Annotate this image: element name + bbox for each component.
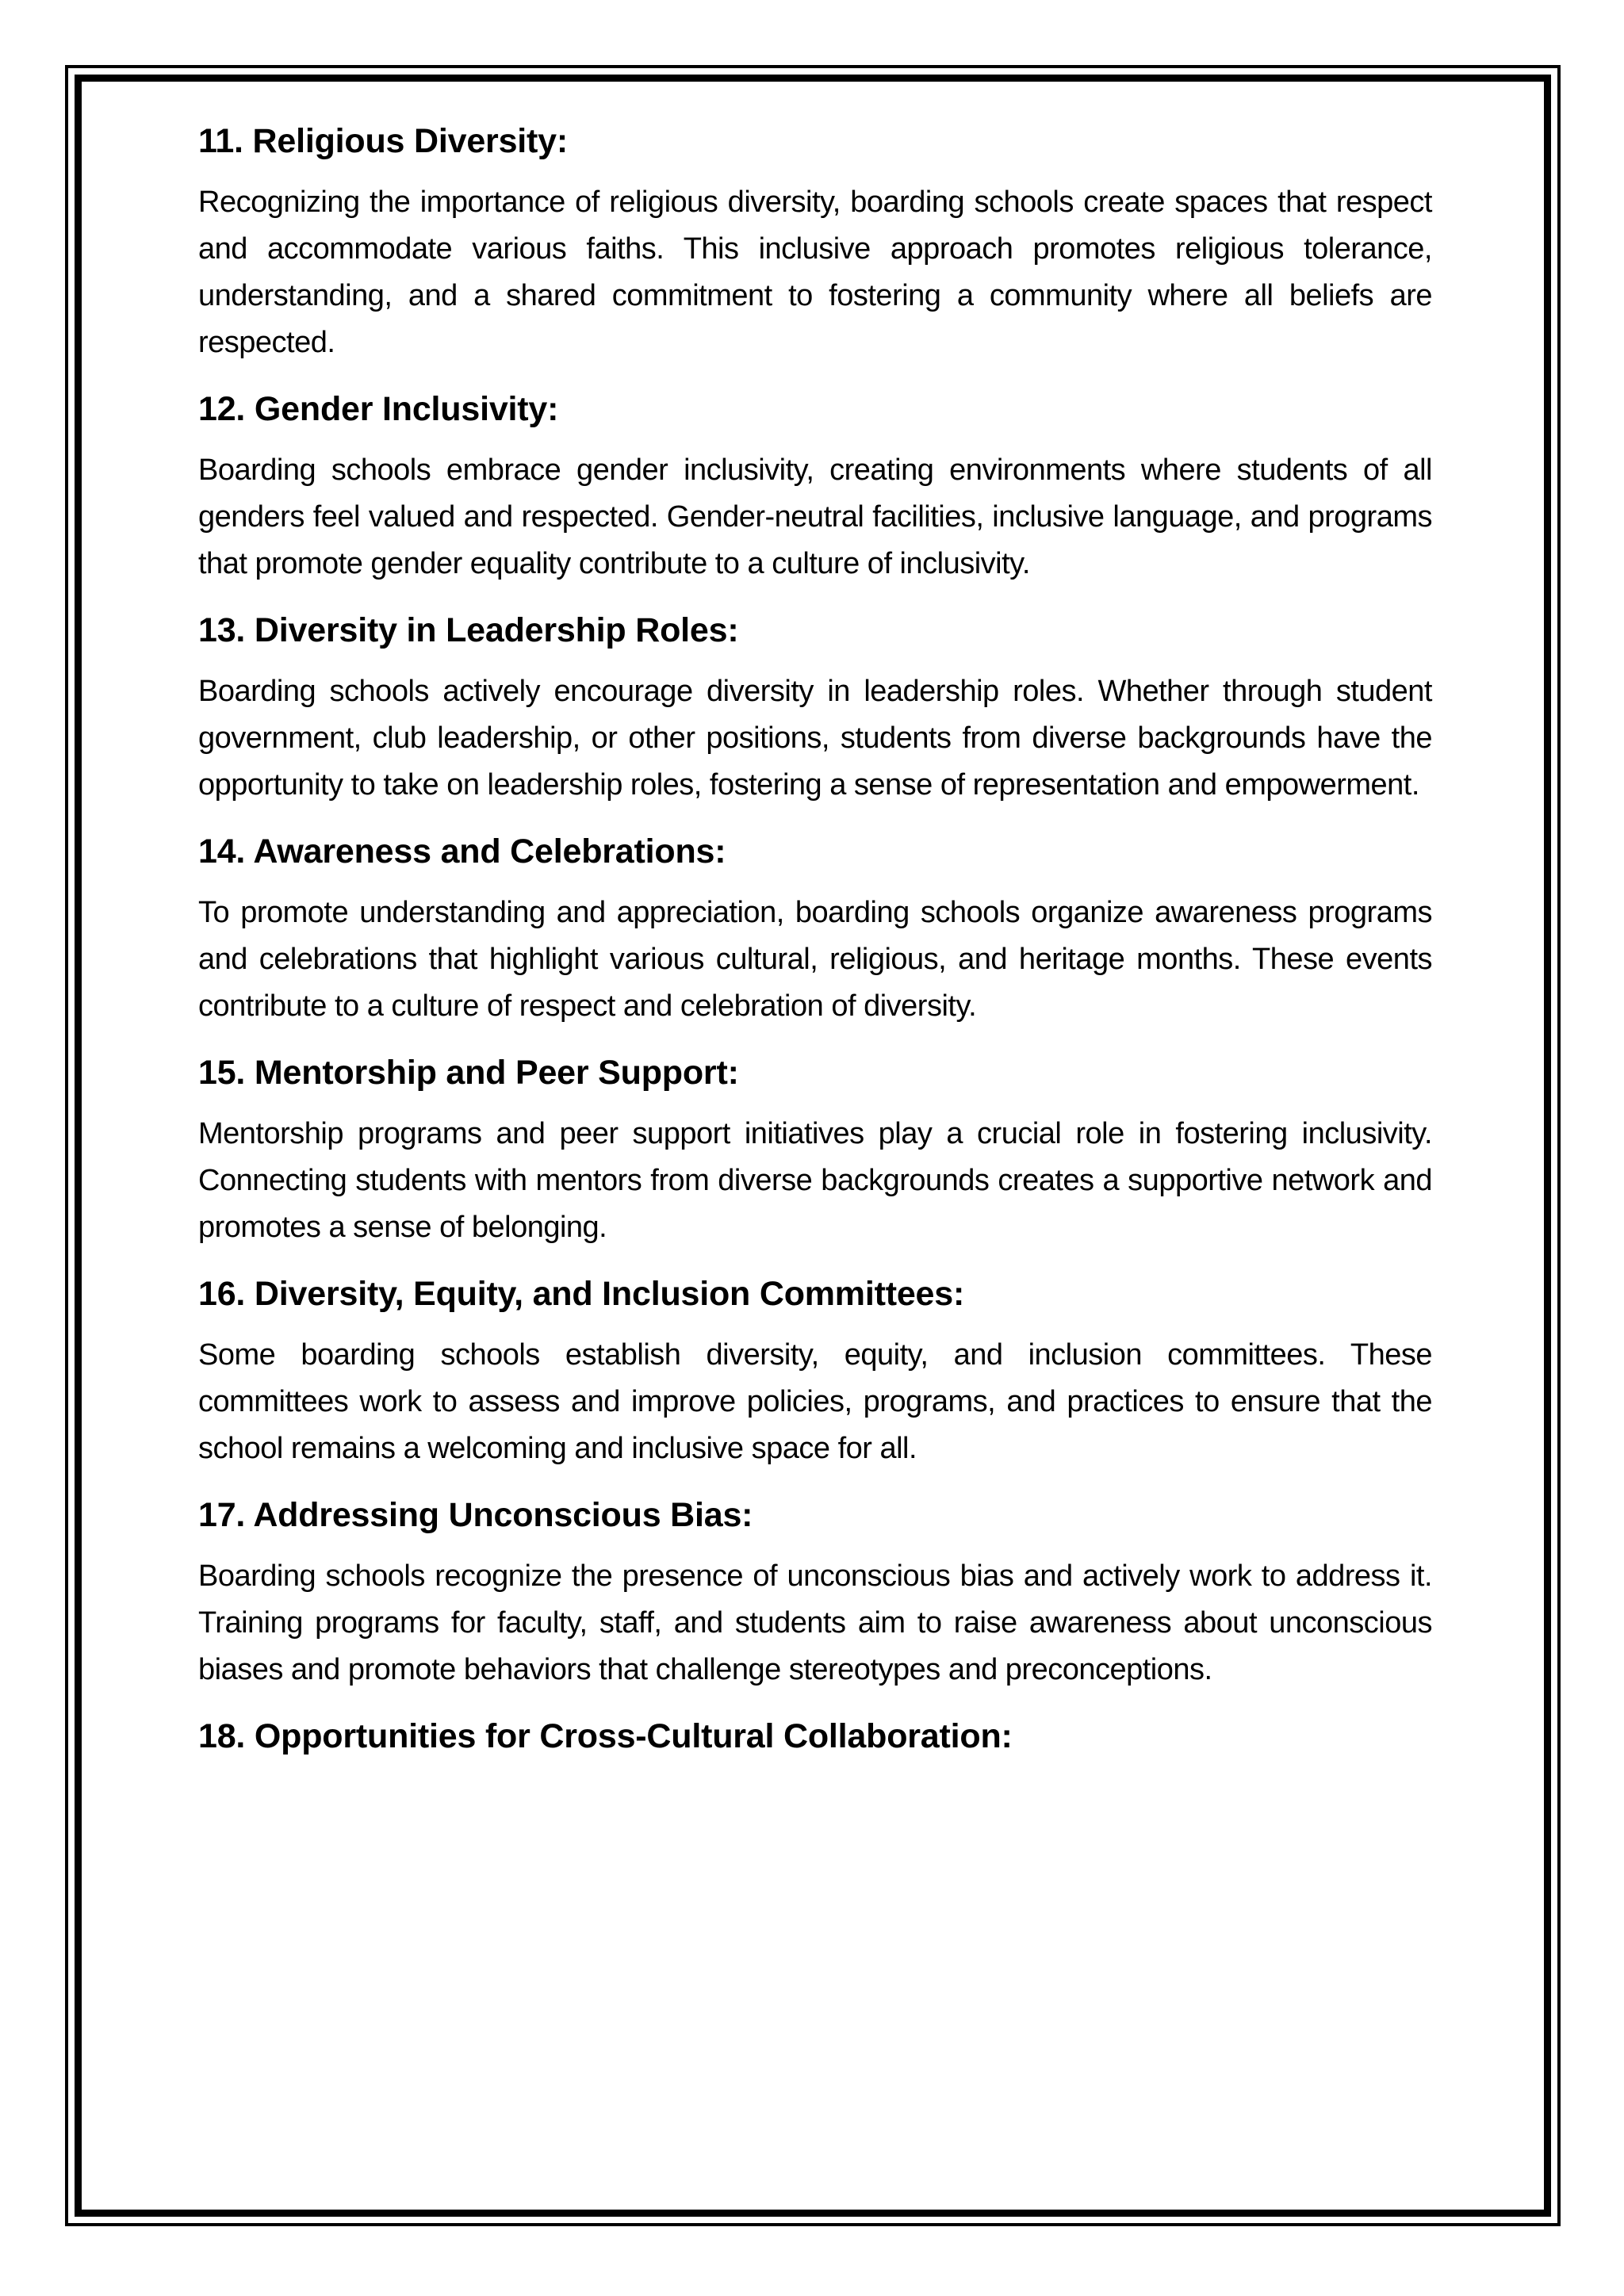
section-awareness-celebrations (198, 828, 1432, 1030)
section-heading: 15. Mentorship and Peer Support: (198, 1054, 739, 1092)
section-diversity-leadership (198, 607, 1432, 809)
section-heading: 14. Awareness and Celebrations: (198, 832, 726, 871)
section-religious-diversity (198, 117, 1432, 366)
section-paragraph: Boarding schools embrace gender inclusivity, creating environments where students of all genders feel valued and respected. Gender-neutral facilities, inclusive language, and programs that promote gender equality contribute to a culture of inclusivity. (198, 453, 1432, 580)
section-heading: 16. Diversity, Equity, and Inclusion Committees: (198, 1275, 965, 1313)
section-heading: 18. Opportunities for Cross-Cultural Collaboration: (198, 1717, 1013, 1755)
section-paragraph: Mentorship programs and peer support initiatives play a crucial role in fostering inclusivity. Connecting students with mentors from diverse backgrounds creates a supportive network and promotes a sense of belonging. (198, 1117, 1432, 1244)
section-unconscious-bias (198, 1491, 1432, 1693)
section-heading: 12. Gender Inclusivity: (198, 390, 559, 428)
section-mentorship-peer-support (198, 1049, 1432, 1251)
section-paragraph: Recognizing the importance of religious diversity, boarding schools create spaces that respect and accommodate various faiths. This inclusive approach promotes religious tolerance, understanding, and a shared commitment to fostering a community where all beliefs are respected. (198, 186, 1432, 359)
document-content (198, 117, 1432, 1774)
section-heading: 17. Addressing Unconscious Bias: (198, 1496, 753, 1534)
section-dei-committees (198, 1270, 1432, 1472)
section-heading: 11. Religious Diversity: (198, 122, 568, 160)
section-cross-cultural-collaboration (198, 1712, 1432, 1760)
section-paragraph: To promote understanding and appreciation, boarding schools organize awareness programs and celebrations that highlight various cultural, religious, and heritage months. These events contribute to a culture of respect and celebration of diversity. (198, 896, 1432, 1023)
section-paragraph: Boarding schools recognize the presence of unconscious bias and actively work to address it. Training programs for faculty, staff, and students aim to raise awareness about unconscious biases and promote behaviors that challenge stereotypes and preconceptions. (198, 1559, 1432, 1686)
section-paragraph: Some boarding schools establish diversity, equity, and inclusion committees. These committees work to assess and improve policies, programs, and practices to ensure that the school remains a welcoming and inclusive space for all. (198, 1338, 1432, 1465)
section-heading: 13. Diversity in Leadership Roles: (198, 611, 739, 649)
section-gender-inclusivity (198, 385, 1432, 587)
section-paragraph: Boarding schools actively encourage diversity in leadership roles. Whether through student government, club leadership, or other positions, students from diverse backgrounds have the opportunity to take on leadership roles, fostering a sense of representation and empowerment. (198, 675, 1432, 802)
